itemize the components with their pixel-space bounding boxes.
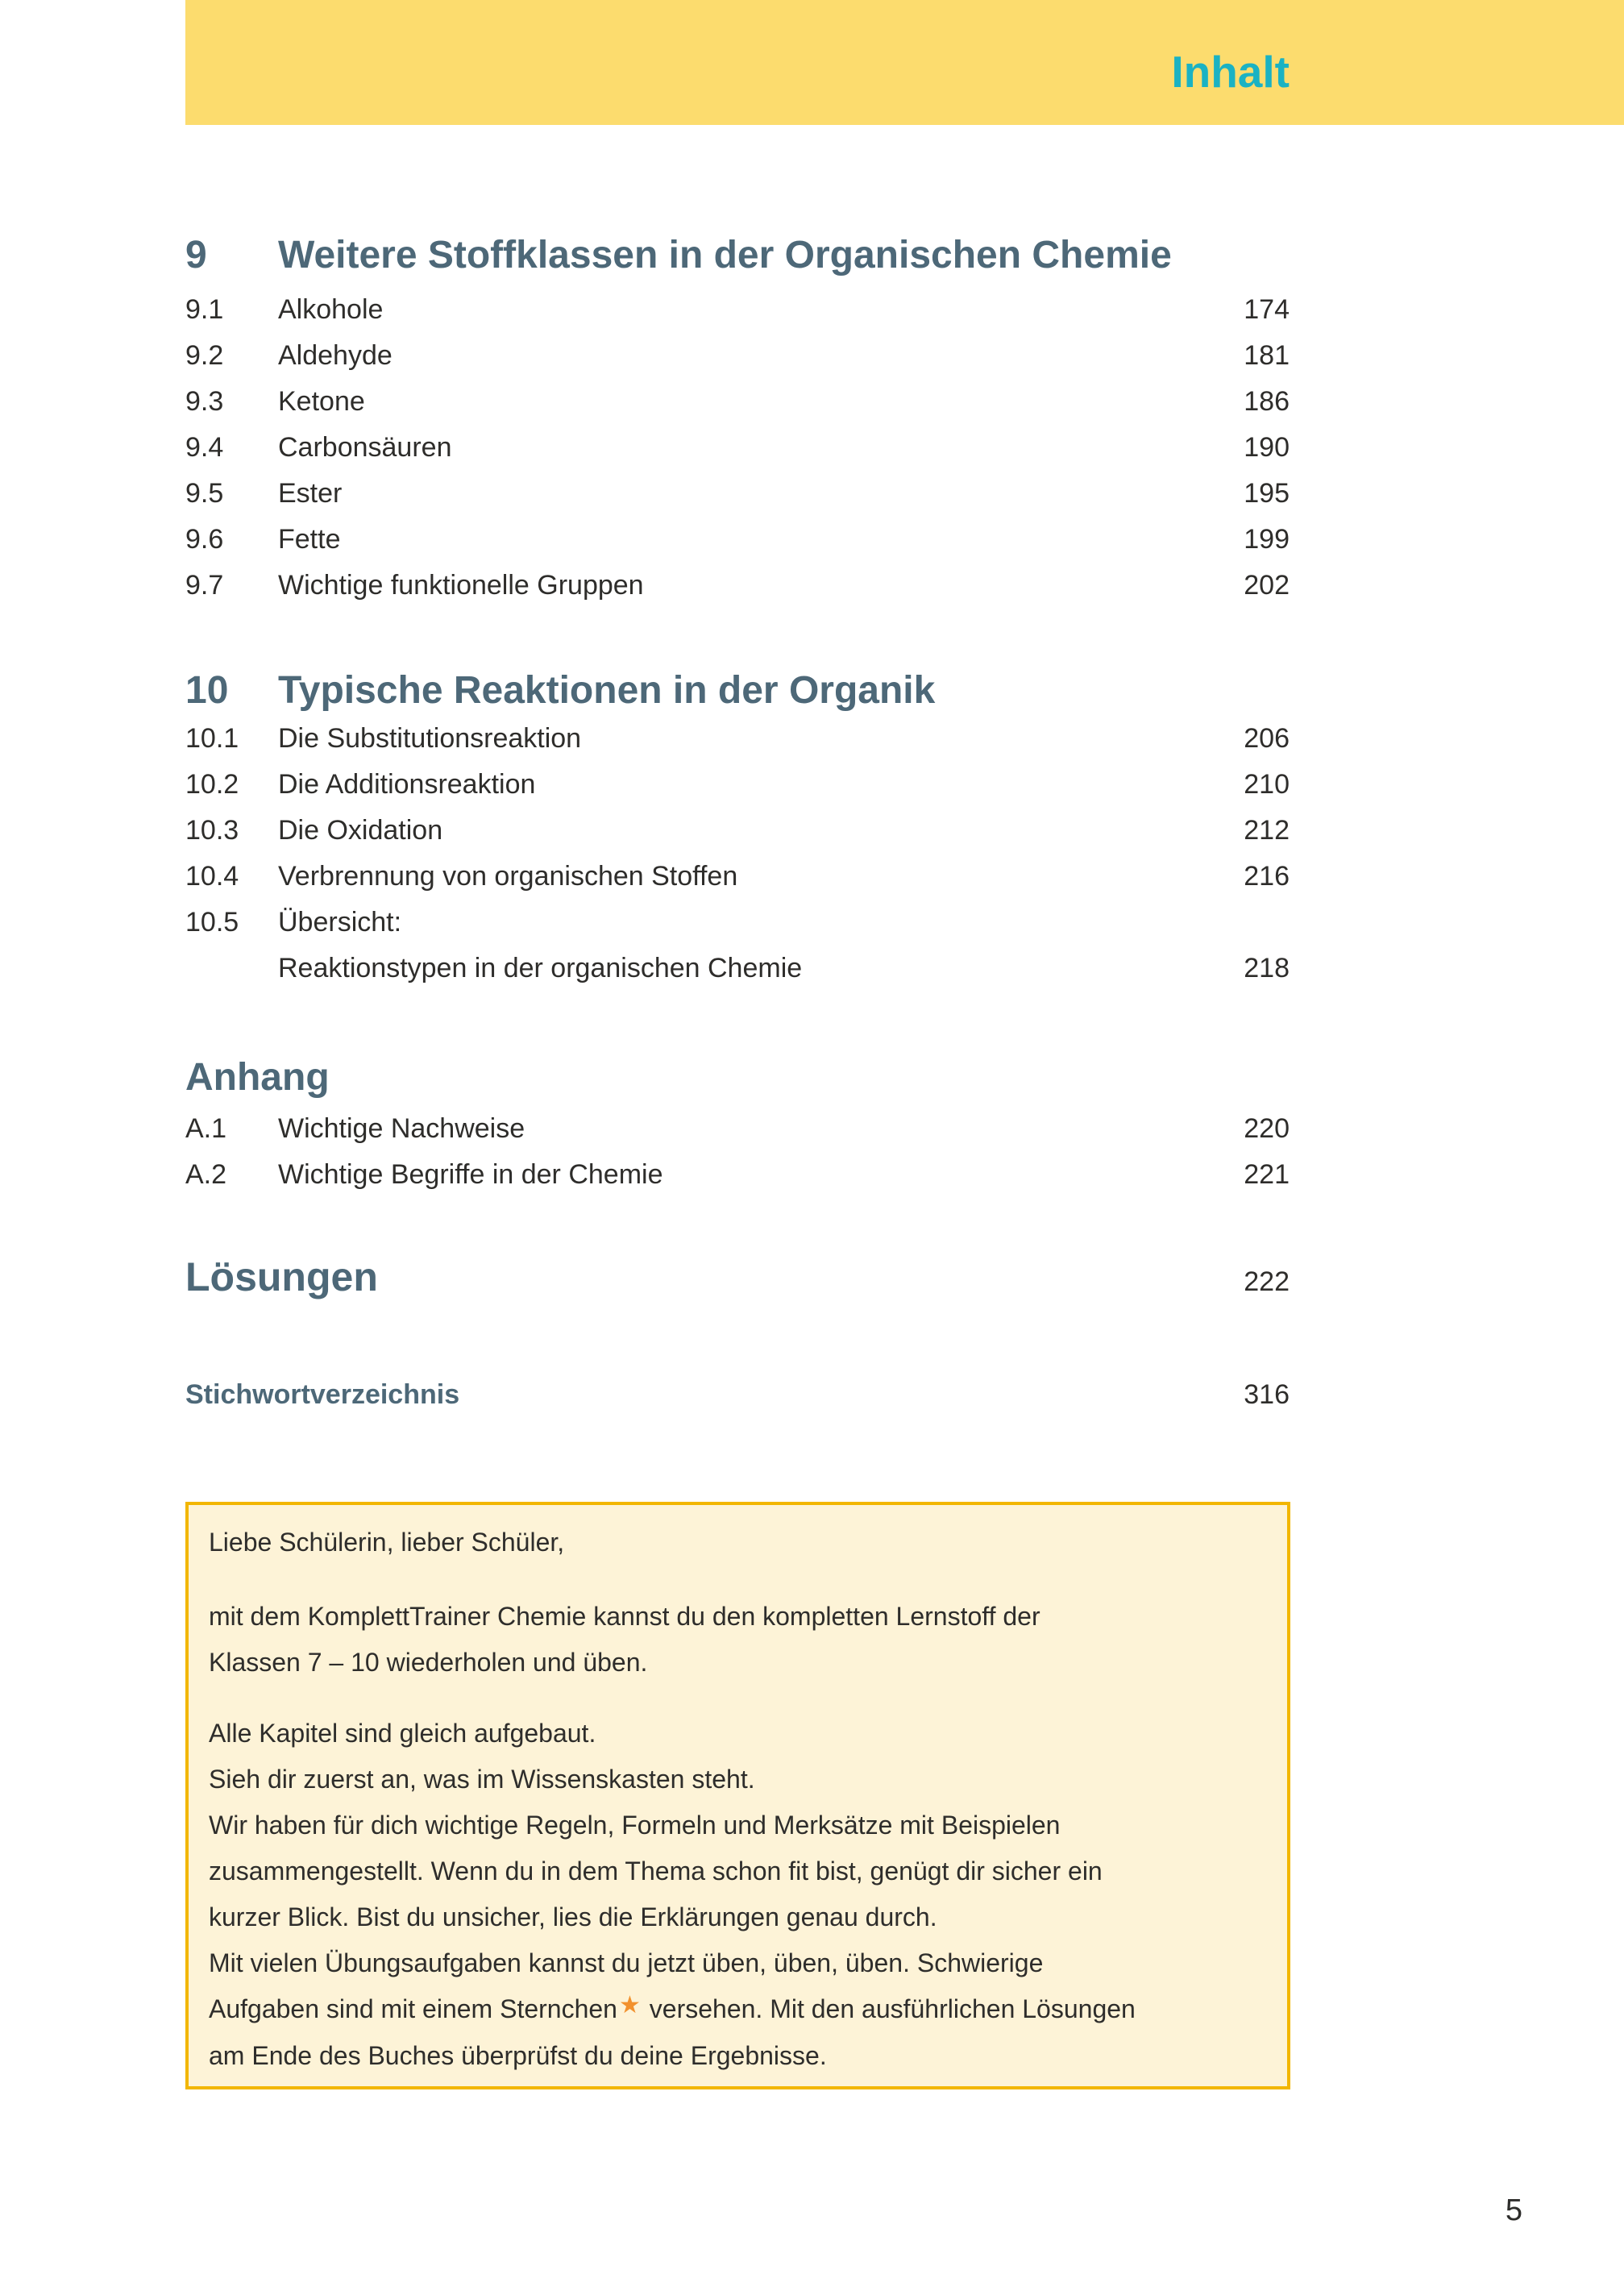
section-heading bbox=[185, 1054, 1290, 1100]
entry-title: Alkohole bbox=[278, 294, 384, 325]
toc-entry bbox=[185, 900, 1290, 946]
section-heading bbox=[185, 232, 1290, 278]
info-line: Klassen 7 – 10 wiederholen und üben. bbox=[209, 1648, 648, 1677]
section-heading bbox=[185, 667, 1290, 713]
info-line-with-star bbox=[209, 1986, 1255, 2033]
entry-title: Ketone bbox=[278, 386, 365, 417]
entry-title: Reaktionstypen in der organischen Chemie bbox=[278, 953, 803, 983]
entry-number: 10.2 bbox=[185, 769, 239, 800]
toc-index-row bbox=[185, 1372, 1290, 1418]
section-number: 9 bbox=[185, 234, 207, 276]
entry-page: 206 bbox=[1244, 723, 1290, 754]
entry-number: A.1 bbox=[185, 1113, 227, 1144]
entry-page: 218 bbox=[1244, 953, 1290, 983]
info-line: zusammengestellt. Wenn du in dem Thema schon fit bist, genügt dir sicher ein bbox=[209, 1856, 1103, 1886]
loesungen-title: Lösungen bbox=[185, 1254, 378, 1299]
entry-title: Fette bbox=[278, 524, 341, 555]
info-line: kurzer Blick. Bist du unsicher, lies die Erklärungen genau durch. bbox=[209, 1902, 937, 1931]
entry-title: Wichtige Nachweise bbox=[278, 1113, 525, 1144]
info-line: Mit vielen Übungsaufgaben kannst du jetzt üben, üben, üben. Schwierige bbox=[209, 1948, 1044, 1977]
entry-title: Wichtige funktionelle Gruppen bbox=[278, 570, 644, 601]
entry-page: 216 bbox=[1244, 861, 1290, 892]
loesungen-page: 222 bbox=[1244, 1266, 1290, 1297]
entry-number: 9.3 bbox=[185, 386, 224, 417]
entry-title: Ester bbox=[278, 478, 343, 509]
entry-page: 202 bbox=[1244, 570, 1290, 601]
toc-section-9 bbox=[185, 232, 1290, 609]
info-line-text: versehen. Mit den ausführlichen Lösungen bbox=[642, 1994, 1136, 2023]
section-title: Anhang bbox=[185, 1056, 330, 1099]
entry-title: Die Additionsreaktion bbox=[278, 769, 536, 800]
entry-page: 174 bbox=[1244, 294, 1290, 325]
entry-number: 10.5 bbox=[185, 907, 239, 938]
entry-number: 10.1 bbox=[185, 723, 239, 754]
entry-title: Verbrennung von organischen Stoffen bbox=[278, 861, 738, 892]
entry-number: 10.3 bbox=[185, 815, 239, 846]
toc-entry bbox=[185, 471, 1290, 517]
info-line: Sieh dir zuerst an, was im Wissenskasten steht. bbox=[209, 1765, 755, 1794]
toc-entry bbox=[185, 379, 1290, 425]
toc-entry bbox=[185, 425, 1290, 471]
entry-number: 9.1 bbox=[185, 294, 224, 325]
index-page: 316 bbox=[1244, 1379, 1290, 1410]
toc-section-10 bbox=[185, 667, 1290, 992]
toc-entry bbox=[185, 287, 1290, 333]
section-title: Weitere Stoffklassen in der Organischen Chemie bbox=[278, 234, 1172, 276]
entry-title: Die Oxidation bbox=[278, 815, 443, 846]
footer-page-number: 5 bbox=[1505, 2193, 1522, 2227]
info-line-text: Aufgaben sind mit einem Sternchen bbox=[209, 1994, 617, 2023]
section-number: 10 bbox=[185, 669, 229, 712]
info-line: mit dem KomplettTrainer Chemie kannst du den kompletten Lernstoff der bbox=[209, 1602, 1040, 1631]
info-line: Alle Kapitel sind gleich aufgebaut. bbox=[209, 1719, 596, 1748]
entry-number: 9.6 bbox=[185, 524, 224, 555]
entry-number: 9.2 bbox=[185, 340, 224, 371]
entry-title: Aldehyde bbox=[278, 340, 393, 371]
intro-info-box bbox=[185, 1502, 1290, 2089]
entry-page: 181 bbox=[1244, 340, 1290, 371]
toc-entry bbox=[185, 517, 1290, 563]
index-title: Stichwortverzeichnis bbox=[185, 1379, 460, 1410]
entry-number: 9.5 bbox=[185, 478, 224, 509]
entry-page: 221 bbox=[1244, 1159, 1290, 1190]
section-title: Typische Reaktionen in der Organik bbox=[278, 669, 936, 712]
entry-page: 220 bbox=[1244, 1113, 1290, 1144]
toc-entry bbox=[185, 1152, 1290, 1198]
entry-page: 210 bbox=[1244, 769, 1290, 800]
entry-page: 186 bbox=[1244, 386, 1290, 417]
entry-title: Übersicht: bbox=[278, 907, 402, 938]
toc-entry bbox=[185, 946, 1290, 992]
info-line: am Ende des Buches überprüfst du deine Ergebnisse. bbox=[209, 2041, 827, 2070]
entry-page: 190 bbox=[1244, 432, 1290, 463]
info-line: Liebe Schülerin, lieber Schüler, bbox=[209, 1528, 565, 1557]
toc-entry bbox=[185, 333, 1290, 379]
toc-section-anhang bbox=[185, 1054, 1290, 1198]
entry-title: Die Substitutionsreaktion bbox=[278, 723, 582, 754]
page-title: Inhalt bbox=[1171, 47, 1290, 97]
toc-loesungen-row bbox=[185, 1254, 1290, 1305]
toc-entry bbox=[185, 563, 1290, 609]
info-line: Wir haben für dich wichtige Regeln, Formeln und Merksätze mit Beispielen bbox=[209, 1811, 1061, 1840]
entry-title: Wichtige Begriffe in der Chemie bbox=[278, 1159, 663, 1190]
entry-number: 10.4 bbox=[185, 861, 239, 892]
toc-entry bbox=[185, 716, 1290, 762]
toc-entry bbox=[185, 808, 1290, 854]
entry-title: Carbonsäuren bbox=[278, 432, 452, 463]
entry-number: 9.4 bbox=[185, 432, 224, 463]
entry-number: 9.7 bbox=[185, 570, 224, 601]
toc-entry bbox=[185, 1106, 1290, 1152]
entry-page: 212 bbox=[1244, 815, 1290, 846]
entry-page: 195 bbox=[1244, 478, 1290, 509]
entry-number: A.2 bbox=[185, 1159, 227, 1190]
star-icon: ★ bbox=[618, 1992, 641, 2019]
header-band bbox=[185, 0, 1624, 125]
toc-entry bbox=[185, 854, 1290, 900]
entry-page: 199 bbox=[1244, 524, 1290, 555]
toc-entry bbox=[185, 762, 1290, 808]
entry-number bbox=[185, 946, 278, 992]
